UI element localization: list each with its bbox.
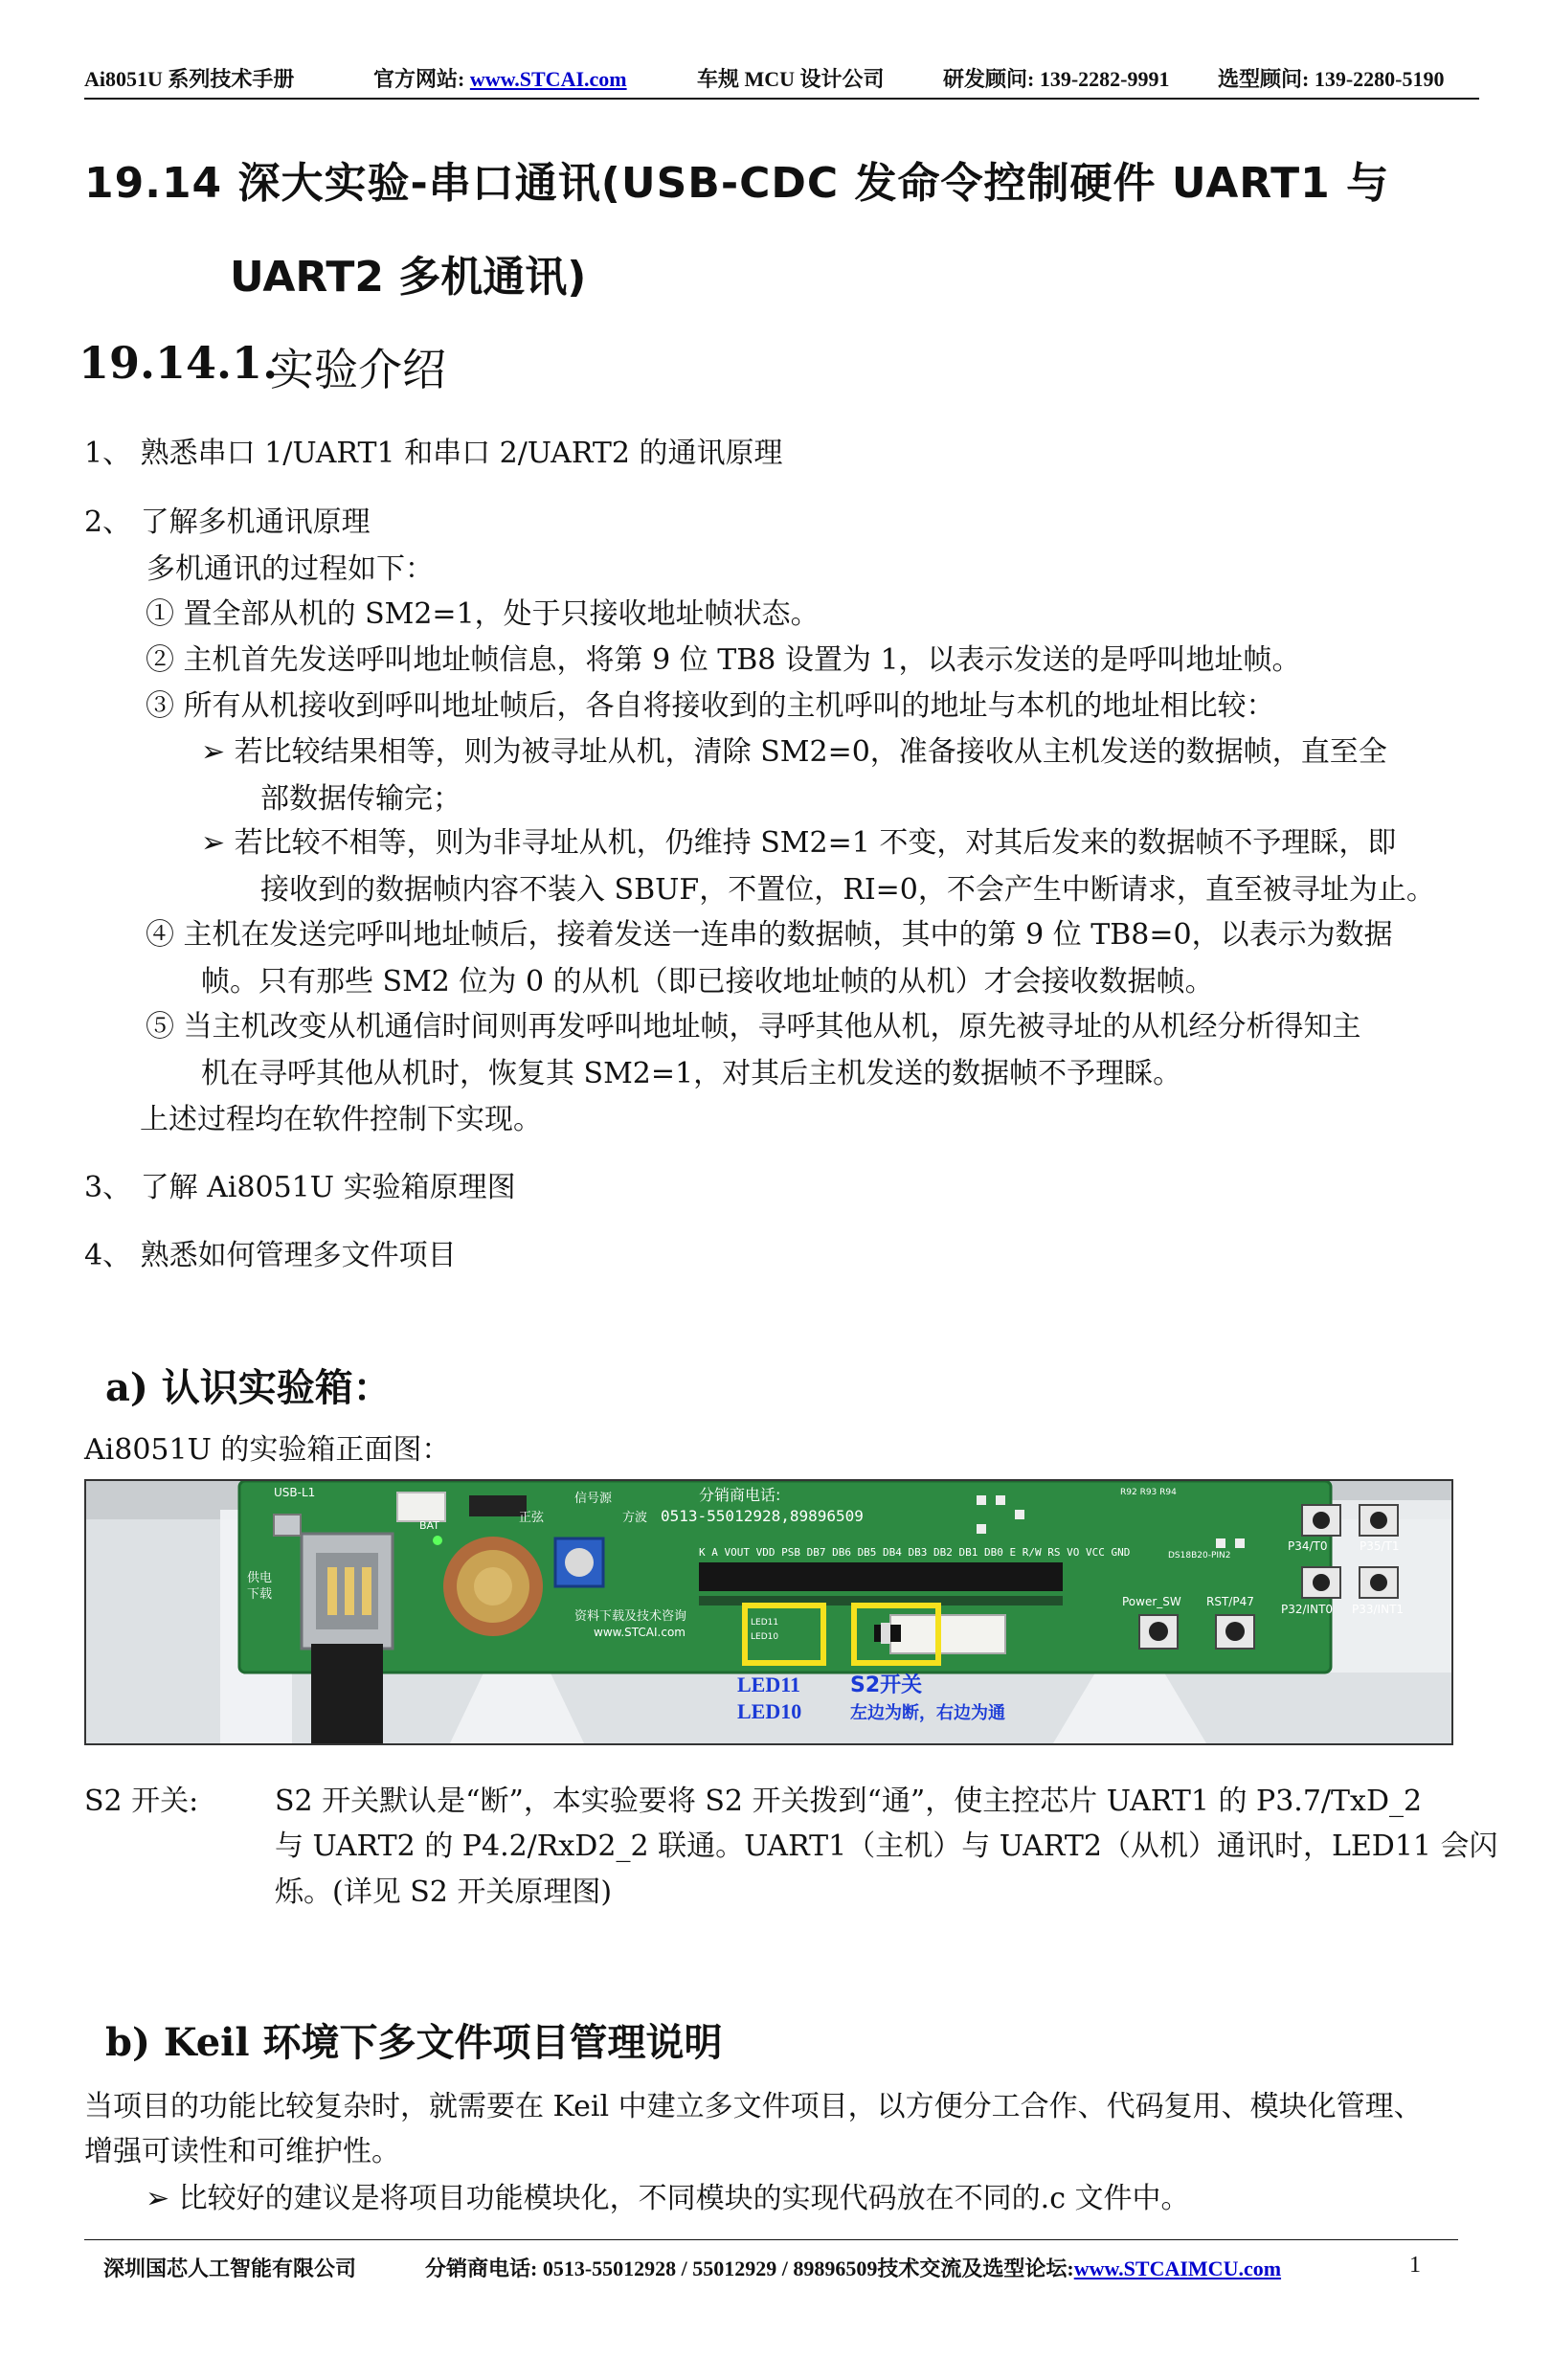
process-intro: 多机通讯的过程如下：	[146, 552, 434, 586]
pcb-p34-label: P34/T0	[1288, 1539, 1328, 1553]
pcb-powersw-label: Power_SW	[1122, 1595, 1181, 1608]
pcb-p33-label: P33/INT1	[1352, 1603, 1405, 1616]
header-company: 车规 MCU 设计公司	[697, 67, 885, 91]
part-b-para-line2: 增强可读性和可维护性。	[84, 2135, 400, 2168]
step-5-line1: ⑤ 当主机改变从机通信时间则再发呼叫地址帧，寻呼其他从机，原先被寻址的从机经分析得知主	[146, 1010, 1361, 1044]
section-title-line1: 19.14 深大实验-串口通讯(USB-CDC 发命令控制硬件 UART1 与	[84, 159, 1390, 208]
footer-company: 深圳国芯人工智能有限公司	[103, 2257, 357, 2280]
intro-item-4: 4、 熟悉如何管理多文件项目	[84, 1239, 457, 1272]
s2-line2: 与 UART2 的 P4.2/RxD2_2 联通。UART1（主机）与 UART2（从机）通讯时，LED11 会闪	[275, 1830, 1498, 1863]
bullet-b-line1: ➢ 若比较不相等，则为非寻址从机，仍维持 SM2=1 不变，对其后发来的数据帧不予理睬，即	[201, 826, 1397, 860]
pcb-square-label: 方波	[622, 1511, 648, 1525]
part-a-heading: a) 认识实验箱：	[105, 1365, 392, 1410]
header-website	[373, 63, 627, 93]
bullet-a-line2: 部数据传输完；	[260, 782, 461, 816]
pcb-download-label: 下载	[247, 1587, 273, 1602]
footer-page-number: 1	[1409, 2253, 1421, 2278]
board-photo-svg	[86, 1481, 1451, 1743]
subsection-title: 实验介绍	[270, 344, 446, 395]
footer-forum-link[interactable]: www.STCAIMCU.com	[1073, 2257, 1282, 2280]
pcb-site-label: www.STCAI.com	[594, 1626, 686, 1639]
pcb-usb-label: USB-L1	[274, 1486, 316, 1499]
pcb-consult-label: 资料下载及技术咨询	[574, 1609, 687, 1624]
annotation-led11: LED11	[737, 1673, 801, 1696]
photo-caption: Ai8051U 的实验箱正面图：	[84, 1433, 451, 1467]
pcb-ds-label: DS18B20-PIN2	[1168, 1551, 1231, 1560]
step-4-line1: ④ 主机在发送完呼叫地址帧后，接着发送一连串的数据帧，其中的第 9 位 TB8=0，以表示为数据	[146, 918, 1393, 952]
header-rd-contact: 研发顾问: 139-2282-9991	[943, 67, 1170, 91]
process-summary: 上述过程均在软件控制下实现。	[140, 1103, 542, 1136]
pcb-led10-label: LED10	[751, 1632, 779, 1642]
pcb-p35-label: P35/T1	[1360, 1539, 1400, 1553]
pcb-p32-label: P32/INT0	[1281, 1603, 1334, 1616]
footer-rule	[84, 2239, 1458, 2240]
header-site-link[interactable]: www.STCAI.com	[469, 67, 627, 91]
s2-label: S2 开关:	[84, 1785, 199, 1818]
pcb-rst-label: RST/P47	[1206, 1595, 1254, 1608]
step-3: ③ 所有从机接收到呼叫地址帧后，各自将接收到的主机呼叫的地址与本机的地址相比较：	[146, 689, 1275, 723]
s2-line3: 烁。(详见 S2 开关原理图)	[275, 1875, 613, 1909]
pcb-pin-labels: K A VOUT VDD PSB DB7 DB6 DB5 DB4 DB3 DB2 DB1 DB0 E R/W RS VO VCC GND	[699, 1546, 1131, 1559]
header-site-label: 官方网站:	[373, 67, 470, 91]
pcb-phone: 0513-55012928,89896509	[661, 1507, 864, 1525]
pcb-signal-label: 信号源	[574, 1492, 613, 1506]
part-b-bullet: ➢ 比较好的建议是将项目功能模块化，不同模块的实现代码放在不同的.c 文件中。	[146, 2182, 1190, 2215]
pcb-sales-label: 分销商电话:	[699, 1486, 781, 1504]
footer-sales: 分销商电话: 0513-55012928 / 55012929 / 89896509技术交流及选型论坛:	[425, 2257, 1074, 2280]
pcb-power-label: 供电	[247, 1571, 273, 1585]
section-title-line2: UART2 多机通讯)	[230, 253, 587, 302]
pcb-led11-label: LED11	[751, 1618, 779, 1628]
bullet-a-line1: ➢ 若比较结果相等，则为被寻址从机，清除 SM2=0，准备接收从主机发送的数据帧，直至全	[201, 735, 1387, 769]
footer-contact	[425, 2253, 1281, 2282]
annotation-s2: S2开关	[850, 1673, 923, 1697]
intro-item-1: 1、 熟悉串口 1/UART1 和串口 2/UART2 的通讯原理	[84, 437, 783, 470]
part-b-para-line1: 当项目的功能比较复杂时，就需要在 Keil 中建立多文件项目，以方便分工合作、代码复用、模块化管理、	[84, 2090, 1423, 2123]
step-1: ① 置全部从机的 SM2=1，处于只接收地址帧状态。	[146, 597, 820, 631]
part-b-heading: b) Keil 环境下多文件项目管理说明	[105, 2020, 723, 2065]
annotation-s2-desc: 左边为断，右边为通	[850, 1703, 1005, 1723]
annotation-led10: LED10	[737, 1699, 802, 1723]
step-5-line2: 机在寻呼其他从机时，恢复其 SM2=1，对其后主机发送的数据帧不予理睬。	[201, 1057, 1182, 1090]
subsection-number: 19.14.1.	[79, 337, 279, 389]
pcb-bat-label: BAT	[419, 1519, 439, 1532]
step-4-line2: 帧。只有那些 SM2 位为 0 的从机（即已接收地址帧的从机）才会接收数据帧。	[201, 965, 1214, 999]
intro-item-3: 3、 了解 Ai8051U 实验箱原理图	[84, 1171, 516, 1204]
bullet-b-line2: 接收到的数据帧内容不装入 SBUF，不置位，RI=0，不会产生中断请求，直至被寻址为止。	[260, 873, 1435, 907]
header-sel-contact: 选型顾问: 139-2280-5190	[1218, 67, 1445, 91]
intro-item-2: 2、 了解多机通讯原理	[84, 505, 371, 539]
pcb-r92-label: R92 R93 R94	[1120, 1488, 1177, 1497]
header-rule	[84, 98, 1479, 100]
pcb-sine-label: 正弦	[519, 1511, 545, 1525]
step-2: ② 主机首先发送呼叫地址帧信息，将第 9 位 TB8 设置为 1，以表示发送的是呼叫地址帧。	[146, 643, 1301, 677]
s2-line1: S2 开关默认是“断”，本实验要将 S2 开关拨到“通”，使主控芯片 UART1 的 P3.7/TxD_2	[275, 1785, 1423, 1818]
header-manual: Ai8051U 系列技术手册	[84, 67, 295, 91]
board-photo	[84, 1479, 1453, 1745]
